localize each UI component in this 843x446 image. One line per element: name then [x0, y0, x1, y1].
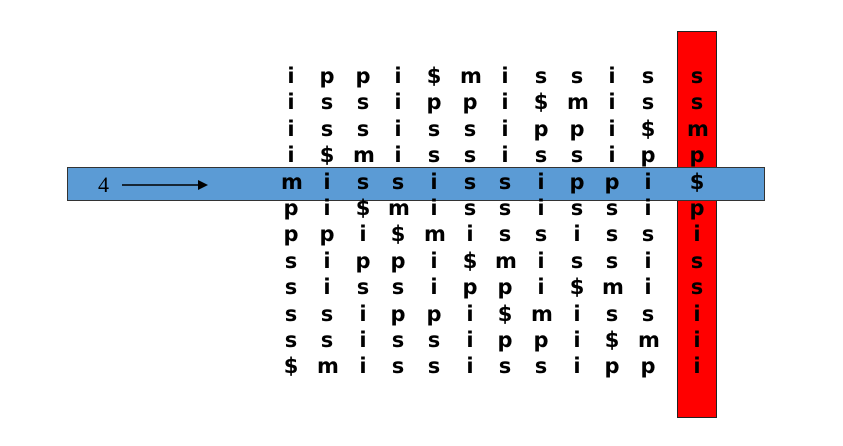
rotation-char: p: [497, 328, 513, 352]
rotation-char: i: [430, 196, 438, 220]
rotation-char: s: [498, 354, 512, 379]
rotation-char: i: [644, 248, 652, 273]
rotation-char: s: [356, 90, 370, 115]
rotation-char: i: [323, 248, 331, 273]
rotation-char: i: [430, 275, 438, 300]
rotation-char: s: [427, 116, 441, 141]
rotation-char: i: [608, 143, 616, 168]
rotation-char: s: [284, 301, 298, 326]
rotation-char: m: [567, 90, 589, 115]
last-column-char: i: [693, 222, 701, 247]
rotation-char: i: [287, 143, 295, 168]
rotation-char: s: [391, 328, 405, 352]
rotation-char: i: [573, 301, 581, 326]
rotation-char: s: [320, 328, 334, 352]
rotation-char: $: [533, 90, 549, 115]
rotation-char: p: [569, 169, 585, 194]
rotation-char: $: [390, 222, 406, 247]
rotation-char: p: [569, 116, 585, 141]
rotation-char: s: [356, 169, 370, 194]
rotation-char: i: [394, 143, 402, 168]
rotation-char: i: [394, 90, 402, 115]
last-column-char: p: [689, 143, 705, 168]
rotation-char: m: [638, 328, 660, 352]
rotation-char: s: [356, 275, 370, 300]
rotation-char: i: [644, 275, 652, 300]
last-column-char: $: [689, 169, 705, 194]
rotation-char: s: [605, 196, 619, 220]
rotation-char: s: [284, 328, 298, 352]
rotation-char: i: [287, 64, 295, 88]
right-arrow-icon: [122, 178, 212, 192]
rotation-char: i: [359, 222, 367, 247]
rotation-char: m: [353, 143, 375, 168]
rotation-char: s: [356, 116, 370, 141]
rotation-char: s: [641, 222, 655, 247]
rotation-char: $: [640, 116, 656, 141]
rotation-char: $: [319, 143, 335, 168]
rotation-char: s: [570, 248, 584, 273]
last-column-char: i: [693, 301, 701, 326]
last-column-char: i: [693, 354, 701, 379]
rotation-char: i: [644, 196, 652, 220]
last-column-char: m: [687, 116, 709, 141]
rotation-char: s: [320, 116, 334, 141]
rotation-char: s: [570, 64, 584, 88]
rotation-char: s: [498, 222, 512, 247]
rotation-char: p: [283, 196, 299, 220]
rotation-char: $: [283, 354, 299, 379]
rotation-char: i: [359, 328, 367, 352]
rotation-char: i: [501, 64, 509, 88]
rotation-char: p: [533, 328, 549, 352]
rotation-char: i: [323, 196, 331, 220]
rotation-char: i: [537, 248, 545, 273]
rotation-char: $: [462, 248, 478, 273]
rotation-char: $: [569, 275, 585, 300]
rotation-char: p: [497, 275, 513, 300]
rotation-char: i: [466, 328, 474, 352]
rotation-char: m: [388, 196, 410, 220]
rotation-char: m: [602, 275, 624, 300]
rotation-char: p: [355, 248, 371, 273]
rotation-char: $: [497, 301, 513, 326]
rotation-char: s: [570, 143, 584, 168]
rotation-char: i: [466, 301, 474, 326]
rotation-char: p: [319, 64, 335, 88]
rotation-char: $: [355, 196, 371, 220]
rotation-char: s: [641, 90, 655, 115]
rotation-char: s: [463, 169, 477, 194]
rotation-char: i: [287, 90, 295, 115]
rotation-char: i: [466, 354, 474, 379]
rotation-char: s: [391, 275, 405, 300]
rotation-char: s: [570, 196, 584, 220]
rotation-char: s: [534, 222, 548, 247]
rotation-char: s: [284, 248, 298, 273]
rotation-char: p: [355, 64, 371, 88]
rotation-char: i: [430, 248, 438, 273]
rotation-char: s: [534, 64, 548, 88]
rotation-char: i: [359, 301, 367, 326]
rotation-char: i: [573, 222, 581, 247]
rotation-char: p: [640, 143, 656, 168]
rotation-char: $: [604, 328, 620, 352]
rotation-char: $: [426, 64, 442, 88]
rotation-char: i: [644, 169, 652, 194]
rotation-char: p: [283, 222, 299, 247]
rotation-char: s: [534, 354, 548, 379]
rotation-char: s: [427, 354, 441, 379]
rotation-char: i: [608, 90, 616, 115]
rotation-char: s: [463, 196, 477, 220]
rotation-char: p: [462, 90, 478, 115]
rotation-char: i: [501, 90, 509, 115]
rotation-char: p: [426, 301, 442, 326]
rotation-char: p: [426, 90, 442, 115]
rotation-char: i: [573, 354, 581, 379]
rotation-char: p: [604, 354, 620, 379]
rotation-char: i: [608, 116, 616, 141]
rotation-char: s: [320, 301, 334, 326]
rotation-char: m: [495, 248, 517, 273]
rotation-char: p: [604, 169, 620, 194]
rotation-char: i: [501, 143, 509, 168]
rotation-char: i: [323, 169, 331, 194]
rotation-char: i: [501, 116, 509, 141]
last-column-char: s: [690, 248, 704, 273]
last-column-char: s: [690, 275, 704, 300]
rotation-char: s: [498, 169, 512, 194]
last-column-char: s: [690, 90, 704, 115]
rotation-char: i: [394, 64, 402, 88]
rotation-char: m: [317, 354, 339, 379]
rotation-char: s: [391, 169, 405, 194]
rotation-char: i: [537, 275, 545, 300]
rotation-char: m: [424, 222, 446, 247]
rotation-char: p: [462, 275, 478, 300]
rotation-char: p: [533, 116, 549, 141]
rotation-char: p: [640, 354, 656, 379]
last-column-char: p: [689, 196, 705, 220]
rotation-char: m: [460, 64, 482, 88]
row-number-label: 4: [98, 172, 109, 197]
rotation-char: m: [531, 301, 553, 326]
rotation-char: i: [466, 222, 474, 247]
rotation-char: i: [359, 354, 367, 379]
rotation-char: i: [537, 196, 545, 220]
rotation-char: s: [498, 196, 512, 220]
rotation-char: p: [390, 248, 406, 273]
last-column-char: i: [693, 328, 701, 352]
rotation-char: i: [323, 275, 331, 300]
rotation-char: s: [605, 222, 619, 247]
rotation-char: s: [605, 301, 619, 326]
rotation-char: i: [573, 328, 581, 352]
rotation-char: s: [320, 90, 334, 115]
rotation-char: s: [284, 275, 298, 300]
rotation-char: p: [319, 222, 335, 247]
last-column-char: s: [690, 64, 704, 88]
rotation-char: s: [463, 143, 477, 168]
rotation-char: i: [608, 64, 616, 88]
rotation-char: s: [534, 143, 548, 168]
rotation-char: p: [390, 301, 406, 326]
rotation-char: i: [537, 169, 545, 194]
rotation-char: s: [427, 328, 441, 352]
rotation-char: i: [430, 169, 438, 194]
rotation-char: s: [605, 248, 619, 273]
rotation-char: m: [281, 169, 303, 194]
rotation-char: i: [394, 116, 402, 141]
rotation-char: s: [641, 64, 655, 88]
rotation-char: s: [427, 143, 441, 168]
rotation-char: s: [391, 354, 405, 379]
rotation-char: i: [287, 116, 295, 141]
rotation-char: s: [641, 301, 655, 326]
rotation-char: s: [463, 116, 477, 141]
